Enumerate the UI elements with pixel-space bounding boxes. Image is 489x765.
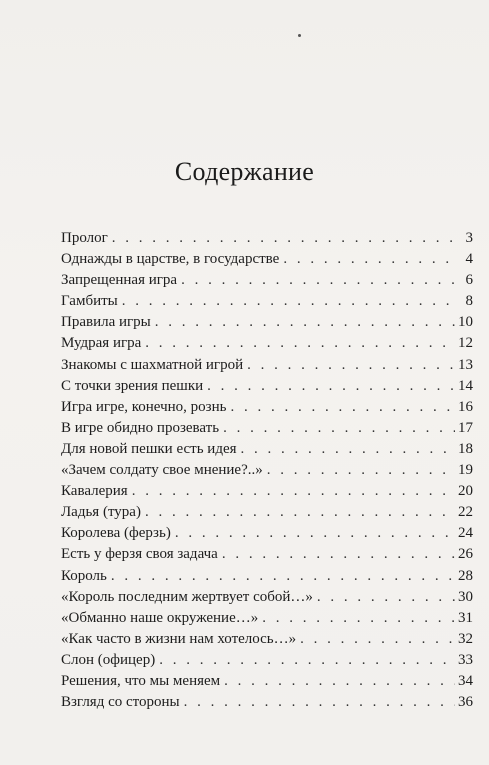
toc-dot-leader (222, 544, 455, 565)
toc-entry (61, 376, 473, 397)
toc-entry-title: «Зачем солдату свое мнение?..» (61, 462, 263, 479)
toc-entry-page-number: 4 (465, 251, 473, 268)
toc-dot-leader (267, 460, 455, 481)
toc-entry (61, 355, 473, 376)
toc-entry (61, 608, 473, 629)
toc-entry (61, 291, 473, 312)
toc-entry-page-number: 19 (458, 462, 473, 479)
toc-entry (61, 502, 473, 523)
toc-entry (61, 523, 473, 544)
toc-entry (61, 544, 473, 565)
toc-entry (61, 650, 473, 671)
toc-entry-page-number: 34 (458, 672, 473, 689)
toc-entry (61, 629, 473, 650)
toc-entry-title: «Обманно наше окружение…» (61, 609, 259, 626)
table-of-contents (61, 228, 473, 713)
toc-dot-leader (300, 629, 455, 650)
toc-entry-page-number: 20 (458, 483, 473, 500)
toc-dot-leader (145, 333, 455, 354)
toc-dot-leader (223, 418, 455, 439)
toc-entry (61, 460, 473, 481)
toc-entry-page-number: 16 (458, 398, 473, 415)
toc-entry-page-number: 36 (458, 694, 473, 711)
toc-entry-title: С точки зрения пешки (61, 377, 204, 394)
toc-entry-title: Мудрая игра (61, 335, 142, 352)
toc-dot-leader (145, 502, 455, 523)
toc-entry-title: Ладья (тура) (61, 504, 141, 521)
toc-entry-title: Однажды в царстве, в государстве (61, 251, 280, 268)
toc-dot-leader (112, 228, 456, 249)
toc-entry-page-number: 28 (458, 567, 473, 584)
toc-entry-page-number: 10 (458, 314, 473, 331)
toc-dot-leader (207, 376, 455, 397)
toc-entry-title: Королева (ферзь) (61, 525, 171, 542)
toc-entry-page-number: 3 (465, 230, 473, 246)
toc-entry-page-number: 24 (458, 525, 473, 542)
toc-entry (61, 418, 473, 439)
toc-dot-leader (159, 650, 455, 671)
toc-dot-leader (230, 397, 455, 418)
toc-entry (61, 481, 473, 502)
toc-entry-title: Для новой пешки есть идея (61, 440, 237, 457)
toc-entry-title: Есть у ферзя своя задача (61, 546, 218, 563)
toc-entry-title: Игра игре, конечно, рознь (61, 398, 227, 415)
toc-dot-leader (262, 608, 455, 629)
toc-entry-page-number: 33 (458, 651, 473, 668)
toc-dot-leader (317, 587, 455, 608)
toc-entry (61, 692, 473, 713)
toc-entry-page-number: 6 (465, 272, 473, 289)
toc-entry-page-number: 26 (458, 546, 473, 563)
toc-entry-page-number: 13 (458, 356, 473, 373)
toc-entry-title: Гамбиты (61, 293, 118, 310)
toc-entry-title: Запрещенная игра (61, 272, 178, 289)
toc-dot-leader (283, 249, 456, 270)
toc-dot-leader (111, 566, 455, 587)
toc-entry-page-number: 18 (458, 440, 473, 457)
toc-entry-title: Пролог (61, 230, 108, 246)
print-speck (298, 34, 301, 37)
toc-entry (61, 587, 473, 608)
toc-entry-page-number: 14 (458, 377, 473, 394)
toc-entry-title: Кавалерия (61, 483, 128, 500)
toc-entry (61, 566, 473, 587)
toc-dot-leader (247, 355, 455, 376)
toc-entry-title: «Король последним жертвует собой…» (61, 588, 313, 605)
toc-entry (61, 671, 473, 692)
toc-dot-leader (155, 312, 455, 333)
toc-dot-leader (224, 671, 455, 692)
toc-entry-title: Король (61, 567, 107, 584)
toc-entry-title: В игре обидно прозевать (61, 419, 220, 436)
toc-entry-page-number: 8 (465, 293, 473, 310)
toc-dot-leader (241, 439, 455, 460)
toc-entry (61, 439, 473, 460)
toc-entry-title: Правила игры (61, 314, 151, 331)
toc-entry-title: Слон (офицер) (61, 651, 156, 668)
toc-dot-leader (122, 291, 456, 312)
toc-entry-title: Решения, что мы меняем (61, 672, 221, 689)
toc-entry (61, 270, 473, 291)
page-title: Содержание (174, 157, 315, 186)
toc-entry-page-number: 12 (458, 335, 473, 352)
toc-entry (61, 228, 473, 249)
toc-entry-page-number: 30 (458, 588, 473, 605)
toc-entry (61, 249, 473, 270)
toc-entry-title: Взгляд со стороны (61, 694, 180, 711)
toc-entry-page-number: 17 (458, 419, 473, 436)
toc-entry (61, 397, 473, 418)
toc-dot-leader (181, 270, 456, 291)
toc-entry (61, 312, 473, 333)
toc-dot-leader (184, 692, 455, 713)
toc-entry-title: Знакомы с шахматной игрой (61, 356, 244, 373)
toc-entry-title: «Как часто в жизни нам хотелось…» (61, 630, 297, 647)
toc-dot-leader (132, 481, 455, 502)
toc-dot-leader (175, 523, 455, 544)
toc-entry-page-number: 22 (458, 504, 473, 521)
toc-entry-page-number: 31 (458, 609, 473, 626)
toc-entry (61, 333, 473, 354)
toc-entry-page-number: 32 (458, 630, 473, 647)
